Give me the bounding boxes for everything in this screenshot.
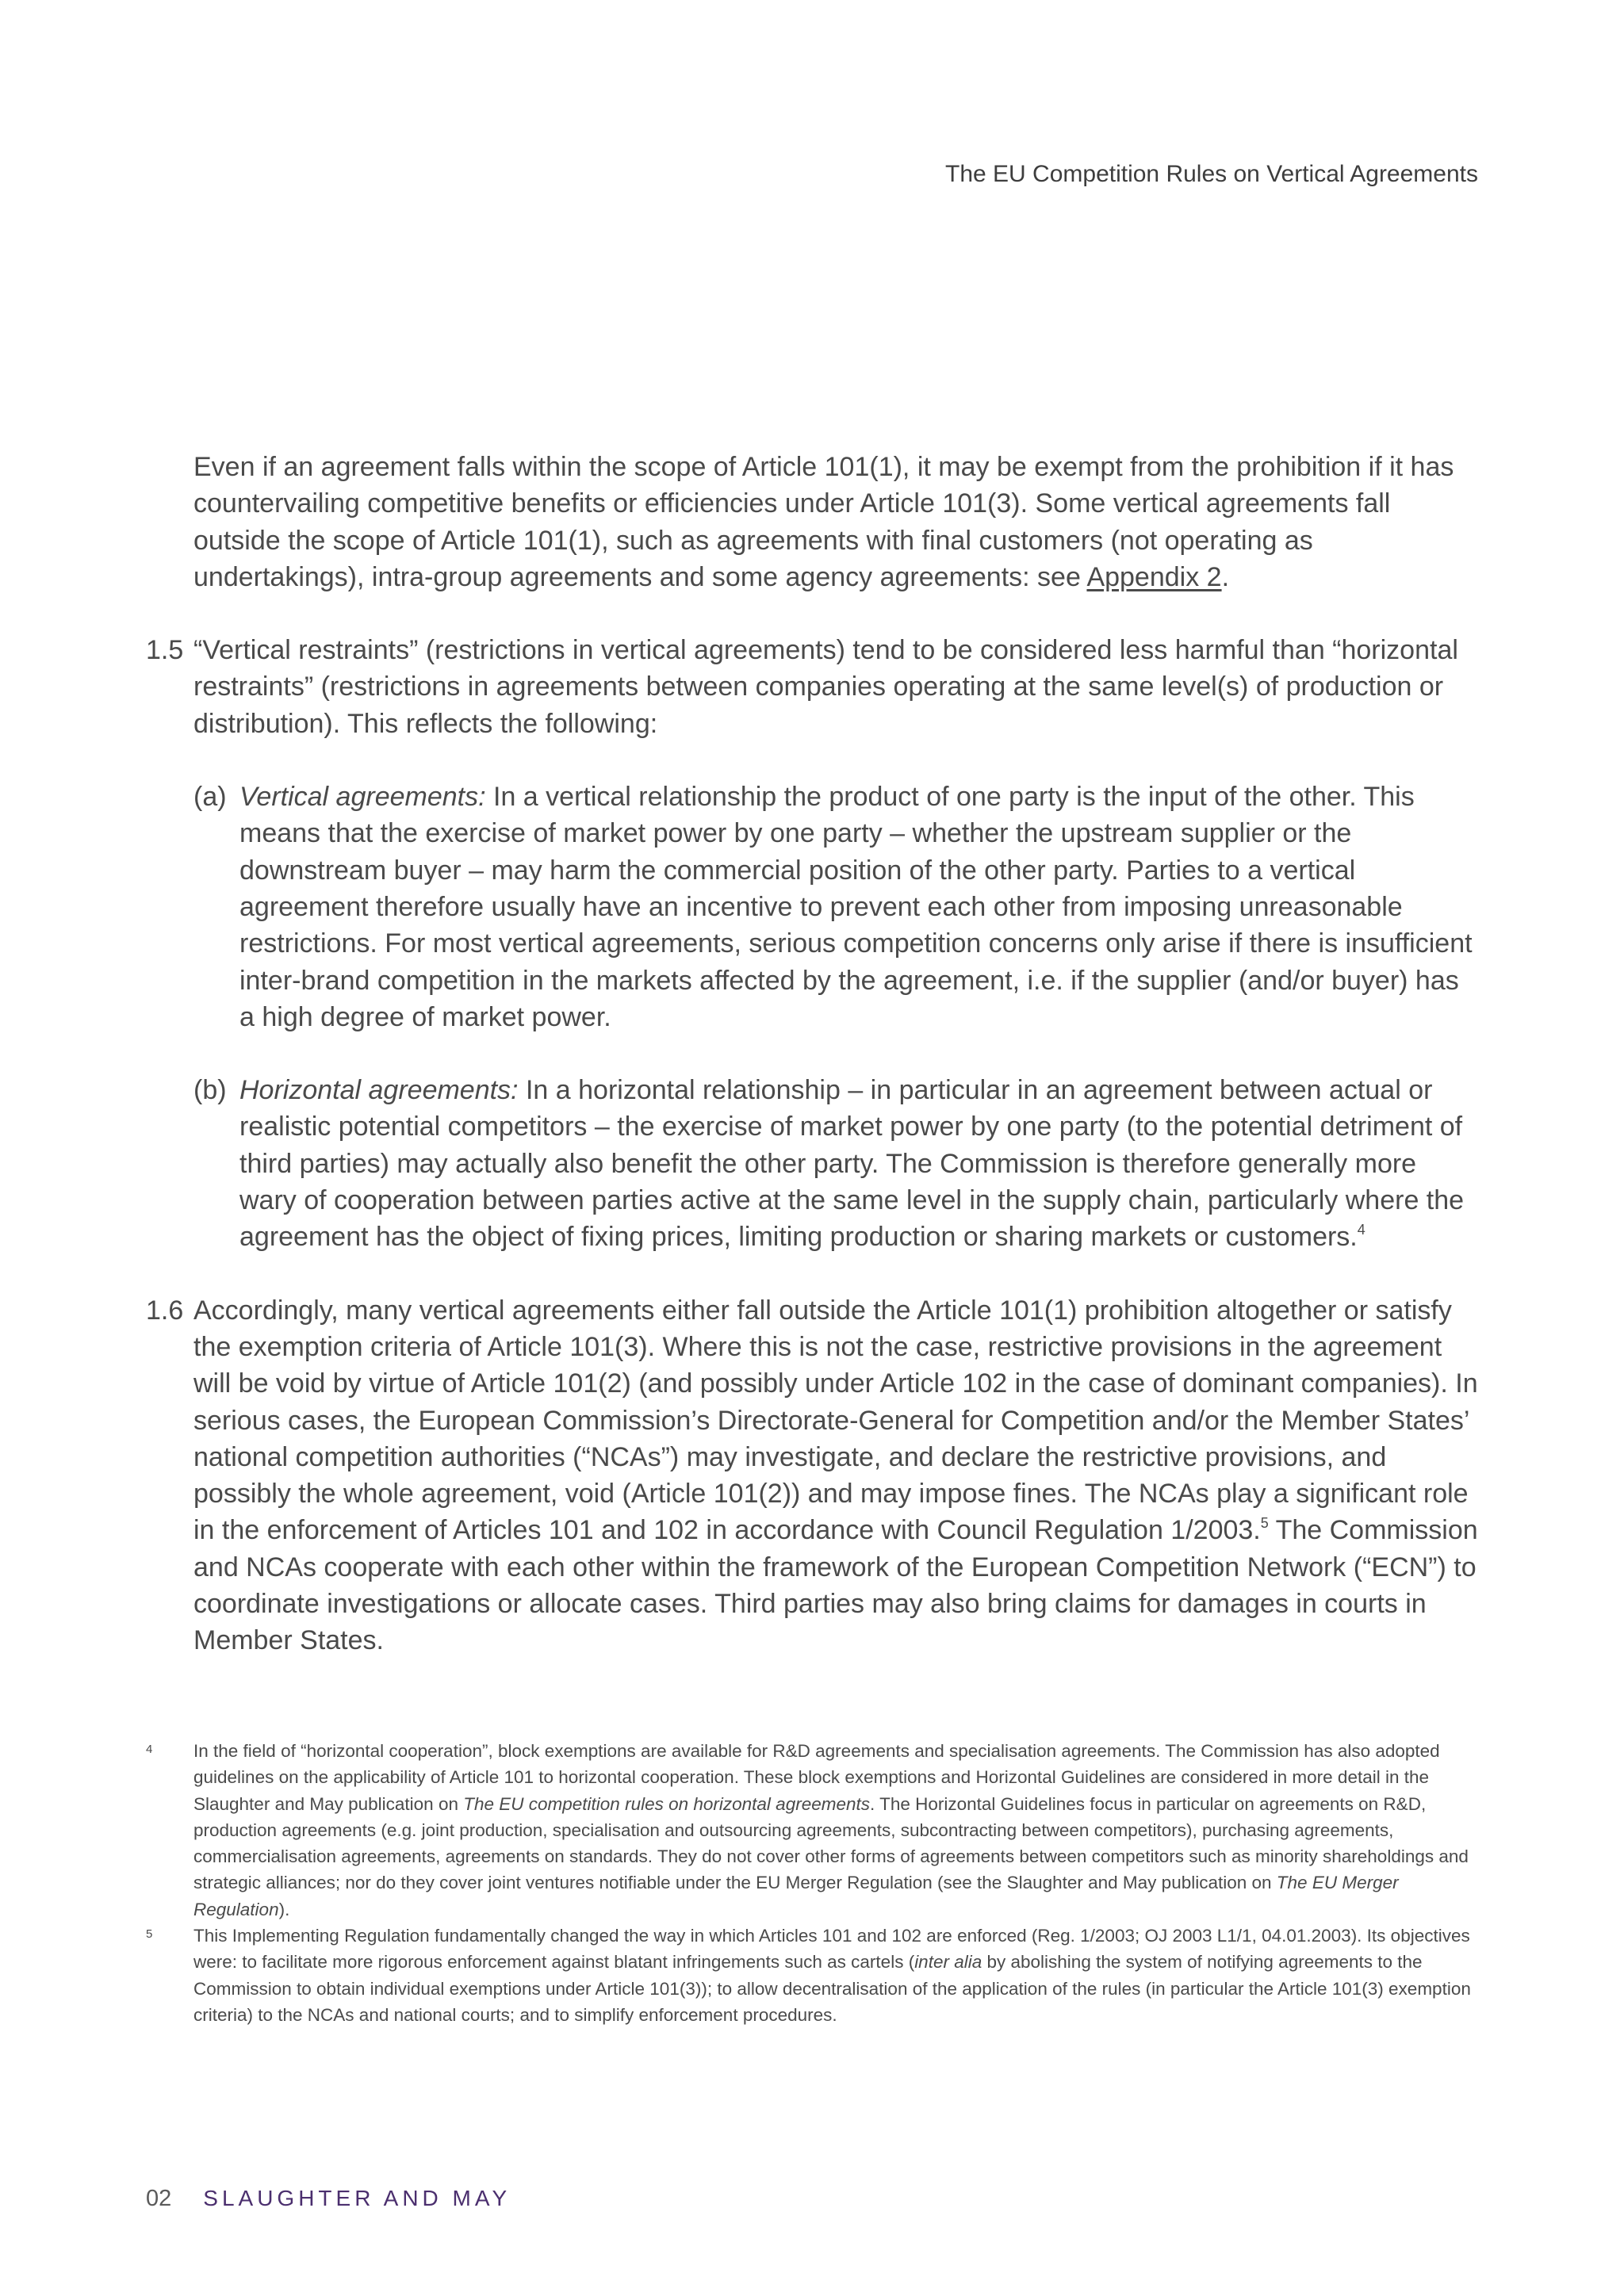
sub-item-a xyxy=(146,779,1478,1035)
sub-item-text: Vertical agreements: In a vertical relationship the product of one party is the input of the other. This means that the exercise of market power by one party – whether the upstream supplier or the downstream buyer – may harm the commercial position of the other party. Parties to a vertical agreement therefore usually have an incentive to prevent each other from imposing unreasonable restrictions. For most vertical agreements, serious competition concerns only arise if there is insufficient inter-brand competition in the markets affected by the agreement, i.e. if the supplier (and/or buyer) has a high degree of market power. xyxy=(239,782,1473,1032)
sub-item-text: Horizontal agreements: In a horizontal relationship – in particular in an agreement between actual or realistic potential competitors – the exercise of market power by one party (to the potential detriment of third parties) may actually also benefit the other party. The Commission is therefore generally more wary of cooperation between parties active at the same level in the supply chain, particularly where the agreement has the object of fixing prices, limiting production or sharing markets or customers.$^4$ xyxy=(239,1075,1465,1253)
footnote-number: 5 xyxy=(146,1927,153,1942)
main-body xyxy=(146,449,1478,1659)
paragraph-number: 1.5 xyxy=(146,635,184,666)
intro-paragraph: Even if an agreement falls within the scope of Article 101(1), it may be exempt from the prohibition if it has countervailing competitive benefits or efficiencies under Article 101(3). Some vertical agreements fall outside the scope of Article 101(1), such as agreements with final customers (not operating as undertakings), intra-group agreements and some agency agreements: see Appendix 2. xyxy=(193,452,1454,592)
paragraph-1-6 xyxy=(146,1292,1478,1659)
footnote-ref-5[interactable]: 5 xyxy=(1260,1515,1269,1532)
paragraph-number: 1.6 xyxy=(146,1295,184,1326)
paragraph-text: “Vertical restraints” (restrictions in vertical agreements) tend to be considered less harmful than “horizontal restraints” (restrictions in agreements between companies operating at the same level(s) of production or distribution). This reflects the following: xyxy=(193,635,1458,739)
appendix-2-link[interactable]: Appendix 2 xyxy=(1086,561,1222,592)
footnote-5 xyxy=(146,1923,1478,2028)
footnote-ref-4[interactable]: 4 xyxy=(1357,1222,1365,1238)
footnotes xyxy=(146,1738,1478,2028)
page-footer xyxy=(146,2183,511,2214)
brand-name: SLAUGHTER AND MAY xyxy=(203,2186,511,2210)
paragraph-1-5 xyxy=(146,632,1478,742)
sub-item-letter: (b) xyxy=(193,1075,227,1106)
sub-item-letter: (a) xyxy=(193,782,227,813)
footnote-text: In the field of “horizontal cooperation”, block exemptions are available for R&D agreements and specialisation agreements. The Commission has also adopted guidelines on the applicability of Article 101 to horizontal cooperation. These block exemptions and Horizontal Guidelines are considered in more detail in the Slaughter and May publication on The EU competition rules on horizontal agreements. The Horizontal Guidelines focus in particular on agreements on R&D, production agreements (e.g. joint production, specialisation and outsourcing agreements, subcontracting between competitors), purchasing agreements, commercialisation agreements, agreements on standards. They do not cover other forms of agreements between competitors such as minority shareholdings and strategic alliances; nor do they cover joint ventures notifiable under the EU Merger Regulation (see the Slaughter and May publication on The EU Merger Regulation). xyxy=(193,1741,1469,1919)
footnote-text: This Implementing Regulation fundamentally changed the way in which Articles 101 and 102 are enforced (Reg. 1/2003; OJ 2003 L1/1, 04.01.2003). Its objectives were: to facilitate more rigorous enforcement against blatant infringements such as cartels (inter alia by abolishing the system of notifying agreements to the Commission to obtain individual exemptions under Article 101(3)); to allow decentralisation of the application of the rules (in particular the Article 101(3) exemption criteria) to the NCAs and national courts; and to simplify enforcement procedures. xyxy=(193,1926,1471,2025)
running-header: The EU Competition Rules on Vertical Agreements xyxy=(945,161,1478,187)
page-number: 02 xyxy=(146,2186,172,2211)
footnote-number: 4 xyxy=(146,1743,153,1756)
footnote-4 xyxy=(146,1738,1478,1923)
paragraph-text: Accordingly, many vertical agreements either fall outside the Article 101(1) prohibition altogether or satisfy the exemption criteria of Article 101(3). Where this is not the case, restrictive provisions in the agreement will be void by virtue of Article 101(2) (and possibly under Article 102 in the case of dominant companies). In serious cases, the European Commission’s Directorate-General for Competition and/or the Member States’ national competition authorities (“NCAs”) may investigate, and declare the restrictive provisions, and possibly the whole agreement, void (Article 101(2)) and may impose fines. The NCAs play a significant role in the enforcement of Articles 101 and 102 in accordance with Council Regulation 1/2003.$^5$ The Commission and NCAs cooperate with each other within the framework of the European Competition Network (“ECN”) to coordinate investigations or allocate cases. Third parties may also bring claims for damages in courts in Member States. xyxy=(193,1295,1478,1656)
sub-item-b xyxy=(146,1072,1478,1255)
